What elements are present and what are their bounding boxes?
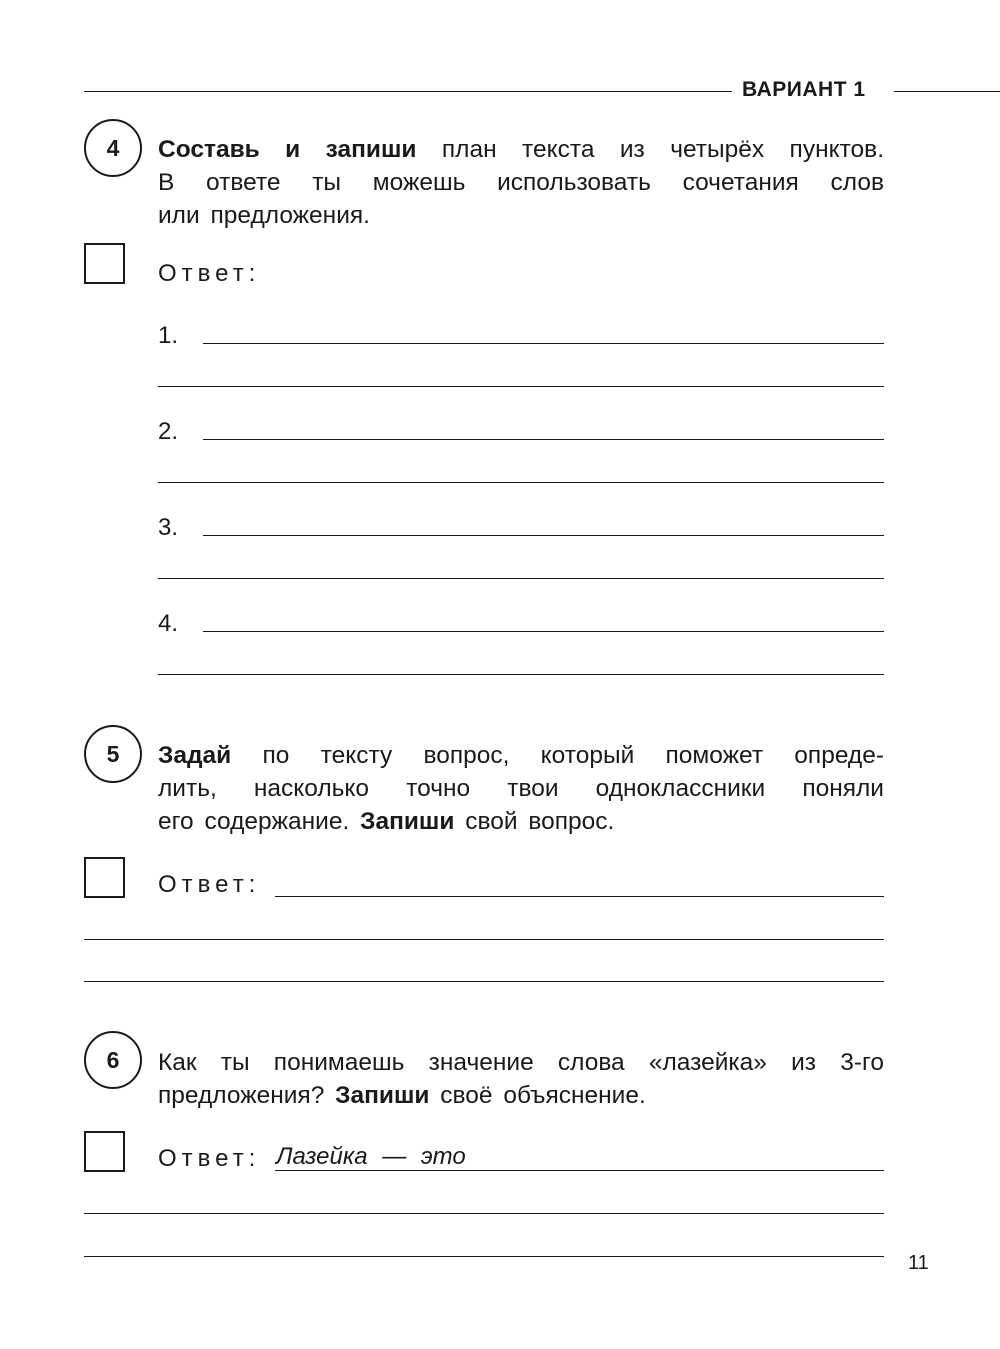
task-4-answer-label: Ответ: <box>158 260 261 287</box>
task-5-answer-line-1[interactable] <box>275 896 884 897</box>
task-6-score-box[interactable] <box>84 1131 125 1172</box>
header-rule-left <box>84 91 732 92</box>
task-4-line-1 <box>158 133 884 166</box>
task-4-score-box[interactable] <box>84 243 125 284</box>
task-4-bold-verb: Составь и запиши <box>158 136 417 163</box>
task-6-line-2-post: своё объяснение. <box>429 1082 646 1109</box>
task-6-line-2-pre: предложения? <box>158 1082 336 1109</box>
task-6-line-1: Как ты понимаешь значение слова «лазейка» из 3-го <box>158 1049 884 1076</box>
task-6-answer-label: Ответ: <box>158 1145 261 1172</box>
task-6-bold-write: Запиши <box>335 1082 430 1109</box>
task-5-line-3 <box>158 805 884 838</box>
task-5-line-3-pre: его содержание. <box>158 808 361 835</box>
plan-item-3-number: 3. <box>158 514 179 541</box>
task-5-score-box[interactable] <box>84 857 125 898</box>
task-6-answer-prefill: Лазейка — это <box>276 1143 466 1170</box>
plan-item-2-number: 2. <box>158 418 179 445</box>
plan-item-4-number: 4. <box>158 610 179 637</box>
task-5-answer-line-2[interactable] <box>84 939 884 940</box>
plan-item-2-line[interactable] <box>203 439 884 440</box>
task-5-line-3-post: свой вопрос. <box>454 808 615 835</box>
task-6-answer-line-1[interactable] <box>275 1170 884 1171</box>
task-4-line-1-rest: план текста из четырёх пунктов. <box>416 136 884 163</box>
task-6-answer-line-2[interactable] <box>84 1213 884 1214</box>
task-5-bold-verb: Задай <box>158 742 232 769</box>
task-5-number: 5 <box>84 725 142 783</box>
plan-item-1-number: 1. <box>158 322 179 349</box>
task-6-line-2 <box>158 1079 884 1112</box>
task-6-answer-line-3[interactable] <box>84 1256 884 1257</box>
task-5-line-1 <box>158 739 884 772</box>
task-6-number: 6 <box>84 1031 142 1089</box>
task-5-answer-label: Ответ: <box>158 871 261 898</box>
task-5-bold-write: Запиши <box>360 808 455 835</box>
task-4-number: 4 <box>84 119 142 177</box>
task-4-line-3: или предложения. <box>158 202 370 229</box>
task-5-answer-line-3[interactable] <box>84 981 884 982</box>
task-5-line-2: лить, насколько точно твои одноклассники поняли <box>158 775 884 802</box>
plan-item-1-line-2[interactable] <box>158 386 884 387</box>
task-4-line-2: В ответе ты можешь использовать сочетания слов <box>158 169 884 196</box>
page-number: 11 <box>908 1252 929 1274</box>
plan-item-4-line[interactable] <box>203 631 884 632</box>
plan-item-3-line[interactable] <box>203 535 884 536</box>
variant-title: ВАРИАНТ 1 <box>742 78 866 101</box>
plan-item-4-line-2[interactable] <box>158 674 884 675</box>
task-5-line-1-rest: по тексту вопрос, который поможет опреде- <box>231 742 884 769</box>
plan-item-2-line-2[interactable] <box>158 482 884 483</box>
plan-item-1-line[interactable] <box>203 343 884 344</box>
plan-item-3-line-2[interactable] <box>158 578 884 579</box>
header-rule-right <box>894 91 1000 92</box>
